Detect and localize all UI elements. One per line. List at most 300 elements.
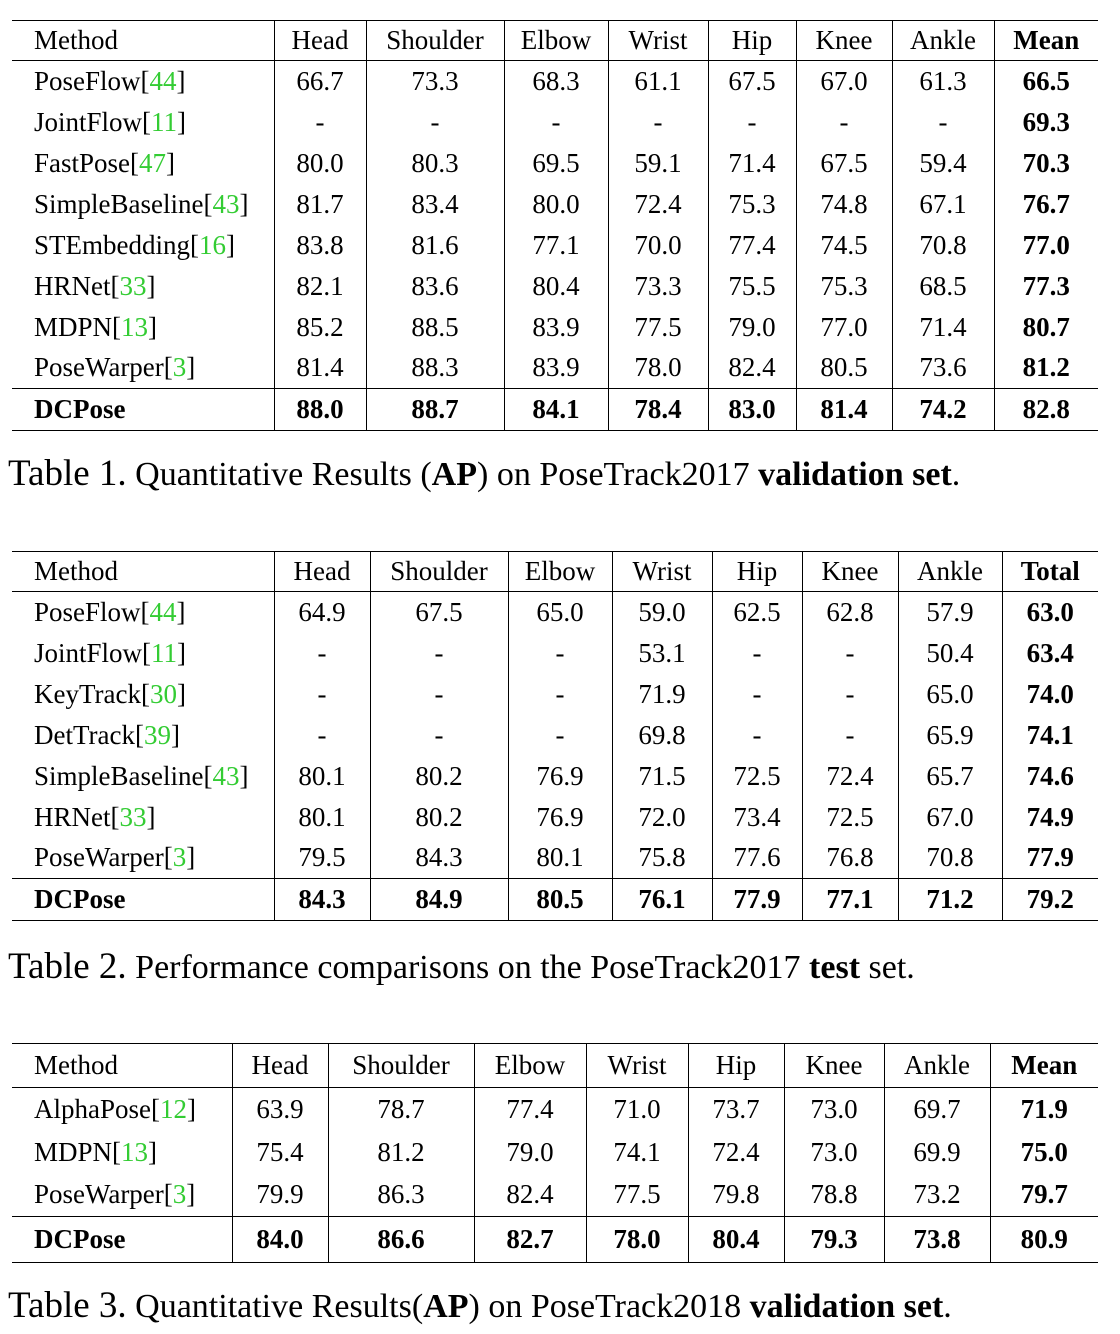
method-cell [12,592,274,633]
method-name: STEmbedding [34,229,190,260]
value-cell: 72.5 [802,797,898,838]
caption-emphasis: validation set [749,1288,944,1325]
ours-row [12,1217,1098,1263]
value-cell: 59.0 [612,592,712,633]
value-cell: 74.1 [1002,715,1098,756]
citation-link[interactable]: 47 [139,147,167,178]
value-cell: 82.7 [474,1217,586,1263]
column-header: Head [232,1044,328,1088]
value-cell: - [508,674,612,715]
value-cell: 86.6 [328,1217,474,1263]
value-cell: 76.9 [508,797,612,838]
value-cell: 73.3 [608,266,708,307]
method-cell [12,348,274,389]
method-cell [12,1131,232,1174]
header-row [12,21,1098,61]
citation-open: [ [112,1136,122,1167]
value-cell: 74.5 [796,225,892,266]
table-row [12,266,1098,307]
method-cell [12,633,274,674]
method-name: FastPose [34,147,131,178]
citation-close: ] [146,270,156,301]
method-name: MDPN [34,1136,113,1167]
citation-link[interactable]: 44 [149,596,177,627]
method-name: HRNet [34,801,111,832]
citation-link[interactable]: 3 [172,842,187,873]
caption-emphasis: test [809,949,861,986]
method-cell [12,838,274,879]
method-cell [12,143,274,184]
citation-close: ] [146,801,156,832]
value-cell: 74.9 [1002,797,1098,838]
table-row [12,674,1098,715]
table-row [12,797,1098,838]
value-cell: 80.1 [508,838,612,879]
citation-open: [ [163,352,173,383]
caption-text: set. [860,949,915,986]
value-cell: 83.8 [274,225,366,266]
value-cell: 53.1 [612,633,712,674]
citation-close: ] [186,352,196,383]
value-cell: 72.5 [712,756,802,797]
column-header: Mean [994,21,1098,61]
caption-emphasis: validation set [758,456,952,493]
value-cell: 77.9 [712,879,802,921]
citation-link[interactable]: 43 [212,188,240,219]
column-header: Wrist [586,1044,688,1088]
value-cell: 68.3 [504,61,608,102]
column-header: Method [12,21,274,61]
column-header: Method [12,1044,232,1088]
column-header: Head [274,21,366,61]
value-cell: 80.9 [990,1217,1098,1263]
citation-link[interactable]: 3 [172,352,187,383]
value-cell: 68.5 [892,266,994,307]
table-2-caption [8,945,915,988]
value-cell: 71.2 [898,879,1002,921]
caption-label: Table 2. [8,946,127,987]
method-name: DCPose [12,879,274,921]
value-cell: 79.0 [708,307,796,348]
table-row [12,633,1098,674]
value-cell: 80.7 [994,307,1098,348]
value-cell: - [708,102,796,143]
value-cell: 65.9 [898,715,1002,756]
value-cell: 80.4 [504,266,608,307]
citation-close: ] [148,1136,158,1167]
header-row [12,1044,1098,1088]
value-cell: 63.9 [232,1088,328,1131]
ours-row [12,879,1098,921]
method-name: AlphaPose [34,1093,151,1124]
citation-close: ] [177,637,187,668]
value-cell: 79.0 [474,1131,586,1174]
citation-link[interactable]: 12 [160,1093,187,1124]
value-cell: 62.5 [712,592,802,633]
column-header: Knee [796,21,892,61]
value-cell: 72.4 [608,184,708,225]
method-name: PoseFlow [34,65,141,96]
value-cell: 74.6 [1002,756,1098,797]
value-cell: 73.3 [366,61,504,102]
value-cell: - [796,102,892,143]
value-cell: 67.5 [708,61,796,102]
value-cell: 80.2 [370,797,508,838]
citation-open: [ [163,1179,173,1210]
value-cell: 63.4 [1002,633,1098,674]
value-cell: 57.9 [898,592,1002,633]
value-cell: 72.4 [802,756,898,797]
citation-open: [ [141,678,150,709]
value-cell: - [366,102,504,143]
value-cell: - [802,633,898,674]
column-header: Wrist [608,21,708,61]
value-cell: 78.4 [608,389,708,431]
value-cell: 71.5 [612,756,712,797]
citation-close: ] [177,678,186,709]
value-cell: 69.7 [884,1088,990,1131]
value-cell: - [370,633,508,674]
value-cell: 69.9 [884,1131,990,1174]
column-header: Elbow [474,1044,586,1088]
citation-open: [ [110,270,120,301]
citation-link[interactable]: 16 [199,229,226,260]
value-cell: 72.4 [688,1131,784,1174]
citation-open: [ [135,719,144,750]
citation-open: [ [140,596,150,627]
column-header: Knee [802,552,898,592]
value-cell: 85.2 [274,307,366,348]
method-cell [12,797,274,838]
header-row [12,552,1098,592]
value-cell: 81.7 [274,184,366,225]
value-cell: 64.9 [274,592,370,633]
citation-close: ] [239,760,249,791]
value-cell: - [802,674,898,715]
value-cell: 65.0 [898,674,1002,715]
value-cell: 72.0 [612,797,712,838]
value-cell: 66.5 [994,61,1098,102]
citation-link[interactable]: 33 [119,270,147,301]
value-cell: 75.5 [708,266,796,307]
table-row [12,1088,1098,1131]
citation-close: ] [171,719,180,750]
method-name: PoseWarper [34,842,164,873]
value-cell: 78.0 [586,1217,688,1263]
value-cell: 67.5 [796,143,892,184]
method-name: DCPose [12,1217,232,1263]
column-header: Shoulder [370,552,508,592]
value-cell: 67.0 [898,797,1002,838]
value-cell: 59.1 [608,143,708,184]
value-cell: 79.8 [688,1174,784,1217]
value-cell: 71.4 [708,143,796,184]
method-name: SimpleBaseline [34,188,204,219]
table-row [12,184,1098,225]
citation-open: [ [190,229,199,260]
citation-link[interactable]: 33 [119,801,147,832]
citation-link[interactable]: 44 [149,65,177,96]
value-cell: 80.5 [508,879,612,921]
column-header: Shoulder [366,21,504,61]
value-cell: 83.9 [504,307,608,348]
citation-open: [ [203,188,213,219]
value-cell: 74.8 [796,184,892,225]
value-cell: 73.0 [784,1088,884,1131]
value-cell: 73.2 [884,1174,990,1217]
value-cell: 61.3 [892,61,994,102]
citation-close: ] [166,147,176,178]
citation-link[interactable]: 39 [144,719,171,750]
value-cell: 59.4 [892,143,994,184]
value-cell: 84.1 [504,389,608,431]
citation-open: [ [203,760,213,791]
value-cell: 79.2 [1002,879,1098,921]
caption-label: Table 3. [8,1285,127,1326]
value-cell: 67.1 [892,184,994,225]
column-header: Hip [708,21,796,61]
table-row [12,592,1098,633]
value-cell: 79.3 [784,1217,884,1263]
method-name: KeyTrack [34,678,141,709]
value-cell: 74.1 [586,1131,688,1174]
table-row [12,143,1098,184]
results-table [12,1043,1098,1263]
citation-close: ] [176,65,186,96]
method-name: HRNet [34,270,111,301]
method-name: MDPN [34,311,113,342]
method-name: JointFlow [34,637,143,668]
value-cell: 69.3 [994,102,1098,143]
value-cell: 78.8 [784,1174,884,1217]
value-cell: 80.4 [688,1217,784,1263]
caption-text: . [943,1288,952,1325]
value-cell: 77.0 [994,225,1098,266]
column-header: Hip [712,552,802,592]
method-name: DetTrack [34,719,135,750]
column-header: Elbow [508,552,612,592]
value-cell: 84.3 [370,838,508,879]
value-cell: - [802,715,898,756]
citation-close: ] [187,1093,196,1124]
value-cell: 82.8 [994,389,1098,431]
value-cell: 82.4 [708,348,796,389]
citation-close: ] [177,106,187,137]
caption-text: ) on PoseTrack2017 [477,456,759,493]
method-cell [12,61,274,102]
value-cell: 81.6 [366,225,504,266]
value-cell: 70.8 [898,838,1002,879]
value-cell: 71.9 [612,674,712,715]
value-cell: 88.0 [274,389,366,431]
value-cell: - [274,633,370,674]
citation-link[interactable]: 43 [212,760,240,791]
column-header: Elbow [504,21,608,61]
value-cell: 77.9 [1002,838,1098,879]
value-cell: 65.0 [508,592,612,633]
caption-label: Table 1. [8,453,127,494]
value-cell: 86.3 [328,1174,474,1217]
value-cell: 77.4 [474,1088,586,1131]
table-row [12,1174,1098,1217]
citation-close: ] [239,188,249,219]
value-cell: 79.5 [274,838,370,879]
citation-close: ] [186,1179,196,1210]
value-cell: 77.4 [708,225,796,266]
table-row [12,348,1098,389]
column-header: Wrist [612,552,712,592]
value-cell: 88.5 [366,307,504,348]
value-cell: 74.0 [1002,674,1098,715]
value-cell: 77.3 [994,266,1098,307]
citation-open: [ [142,637,152,668]
column-header: Knee [784,1044,884,1088]
value-cell: 84.3 [274,879,370,921]
value-cell: 75.0 [990,1131,1098,1174]
table-row [12,838,1098,879]
citation-open: [ [142,106,152,137]
value-cell: 50.4 [898,633,1002,674]
caption-text: Quantitative Results ( [126,456,432,493]
value-cell: 70.0 [608,225,708,266]
value-cell: 62.8 [802,592,898,633]
value-cell: 79.9 [232,1174,328,1217]
value-cell: 71.9 [990,1088,1098,1131]
value-cell: 80.2 [370,756,508,797]
caption-text: Quantitative Results( [126,1288,424,1325]
results-table [12,551,1098,921]
caption-emphasis: AP [431,456,477,493]
citation-link[interactable]: 11 [151,637,178,668]
table-row [12,61,1098,102]
value-cell: 77.1 [504,225,608,266]
caption-emphasis: AP [423,1288,469,1325]
method-name: PoseFlow [34,596,141,627]
value-cell: 81.2 [328,1131,474,1174]
value-cell: 82.4 [474,1174,586,1217]
value-cell: 73.6 [892,348,994,389]
value-cell: 65.7 [898,756,1002,797]
value-cell: - [712,633,802,674]
value-cell: 76.7 [994,184,1098,225]
method-name: PoseWarper [34,352,164,383]
column-header: Mean [990,1044,1098,1088]
citation-link[interactable]: 13 [121,311,149,342]
value-cell: 75.3 [708,184,796,225]
value-cell: 80.3 [366,143,504,184]
value-cell: 77.6 [712,838,802,879]
method-name: SimpleBaseline [34,760,204,791]
value-cell: - [508,715,612,756]
value-cell: 77.0 [796,307,892,348]
value-cell: 84.0 [232,1217,328,1263]
citation-link[interactable]: 30 [150,678,177,709]
value-cell: - [508,633,612,674]
value-cell: 83.0 [708,389,796,431]
citation-link[interactable]: 13 [121,1136,149,1167]
value-cell: 69.5 [504,143,608,184]
value-cell: 73.4 [712,797,802,838]
citation-link[interactable]: 11 [151,106,178,137]
column-header: Ankle [892,21,994,61]
method-name: JointFlow [34,106,143,137]
value-cell: - [712,715,802,756]
method-cell [12,756,274,797]
value-cell: 88.3 [366,348,504,389]
value-cell: 78.0 [608,348,708,389]
value-cell: 67.0 [796,61,892,102]
value-cell: 83.6 [366,266,504,307]
value-cell: 88.7 [366,389,504,431]
citation-link[interactable]: 3 [172,1179,187,1210]
citation-open: [ [140,65,150,96]
value-cell: 73.8 [884,1217,990,1263]
column-header: Method [12,552,274,592]
method-name: DCPose [12,389,274,431]
value-cell: 66.7 [274,61,366,102]
value-cell: 70.3 [994,143,1098,184]
column-header: Ankle [884,1044,990,1088]
value-cell: 74.2 [892,389,994,431]
table-row [12,1131,1098,1174]
table-3 [12,1043,1098,1263]
value-cell: 73.7 [688,1088,784,1131]
column-header: Shoulder [328,1044,474,1088]
method-cell [12,102,274,143]
method-cell [12,307,274,348]
table-1 [12,20,1098,431]
table-row [12,102,1098,143]
value-cell: 73.0 [784,1131,884,1174]
citation-open: [ [110,801,120,832]
method-cell [12,1174,232,1217]
value-cell: 80.1 [274,756,370,797]
table-row [12,756,1098,797]
column-header: Hip [688,1044,784,1088]
method-cell [12,184,274,225]
caption-text: . [951,456,961,493]
value-cell: 84.9 [370,879,508,921]
method-cell [12,266,274,307]
value-cell: 77.5 [586,1174,688,1217]
caption-text: Performance comparisons on the PoseTrack2017 [126,949,810,986]
table-3-caption [8,1284,952,1327]
ours-row [12,389,1098,431]
table-1-caption [8,452,960,495]
citation-open: [ [130,147,140,178]
citation-close: ] [186,842,196,873]
value-cell: 81.4 [796,389,892,431]
value-cell: 81.2 [994,348,1098,389]
value-cell: 77.1 [802,879,898,921]
table-2 [12,551,1098,921]
column-header: Ankle [898,552,1002,592]
value-cell: - [274,674,370,715]
value-cell: 76.9 [508,756,612,797]
value-cell: 63.0 [1002,592,1098,633]
value-cell: - [274,715,370,756]
method-cell [12,1088,232,1131]
citation-open: [ [112,311,122,342]
value-cell: - [504,102,608,143]
value-cell: 79.7 [990,1174,1098,1217]
value-cell: 71.0 [586,1088,688,1131]
value-cell: 82.1 [274,266,366,307]
value-cell: 77.5 [608,307,708,348]
method-cell [12,225,274,266]
value-cell: - [274,102,366,143]
value-cell: - [370,715,508,756]
